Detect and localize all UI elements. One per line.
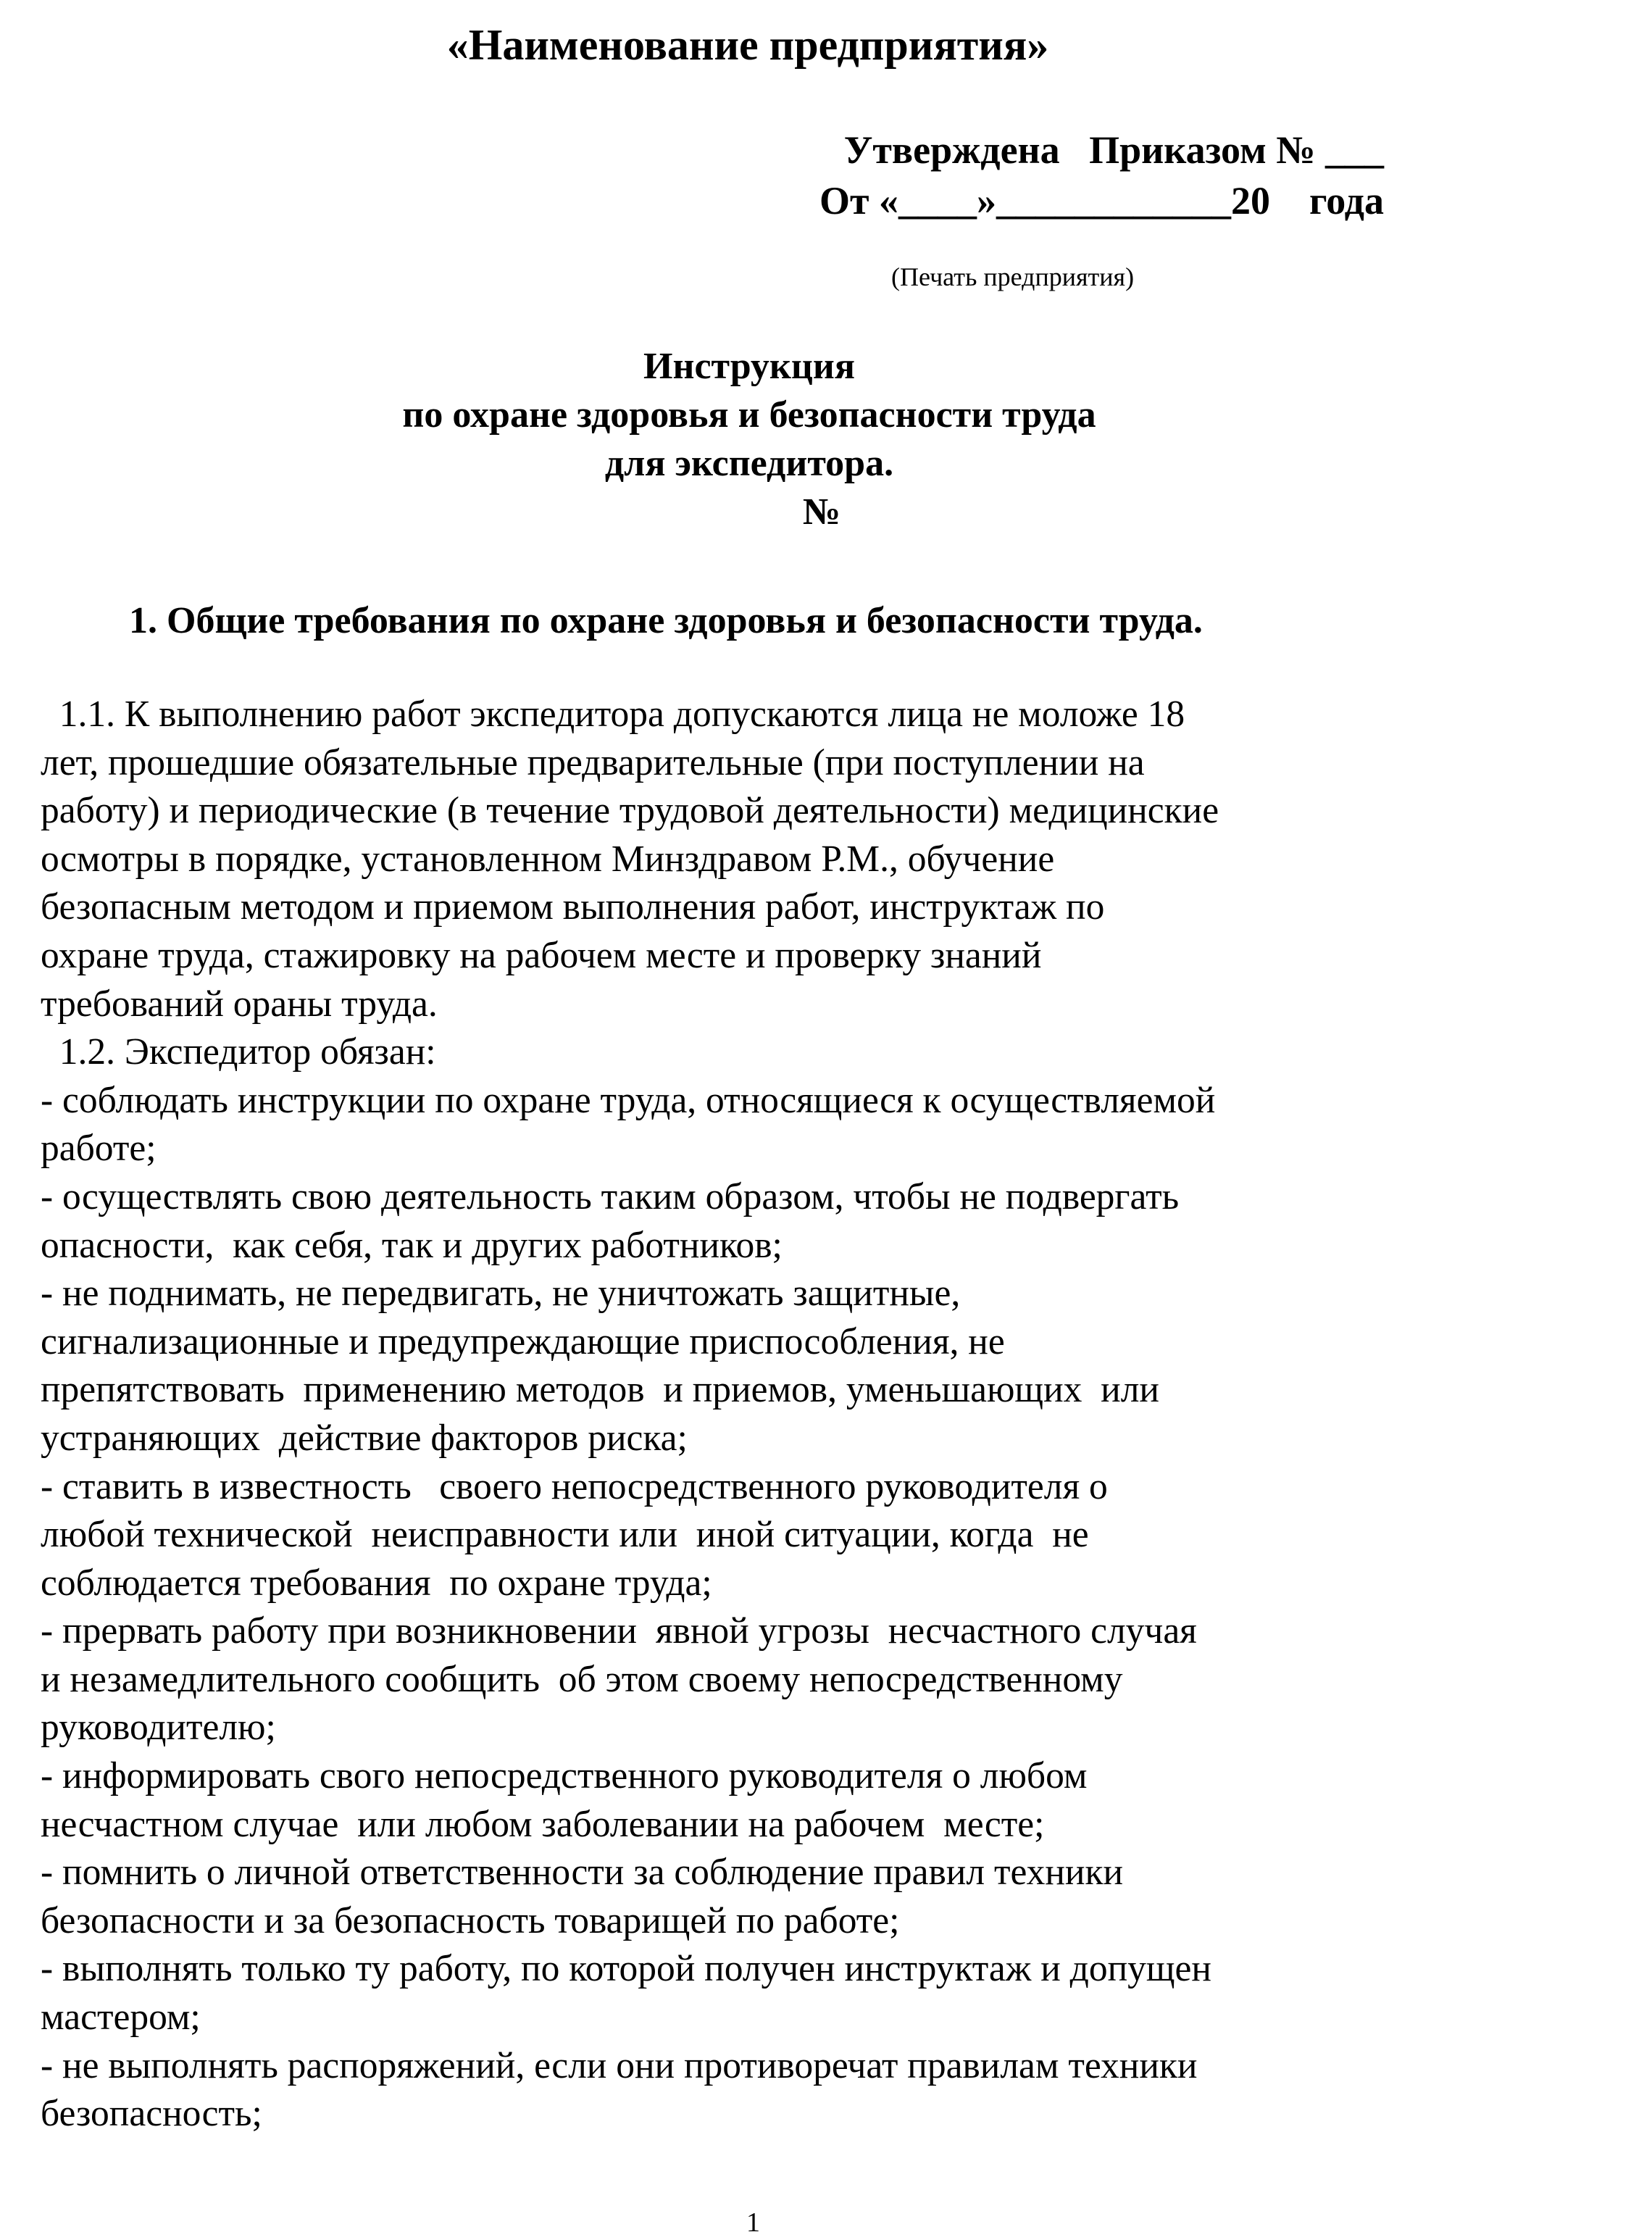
body-text-line: - выполнять только ту работу, по которой получен инструктаж и допущен [41, 1948, 1211, 1990]
body-text-line: - ставить в известность своего непосредственного руководителя о [41, 1465, 1108, 1507]
body-text-line: - не поднимать, не передвигать, не уничтожать защитные, [41, 1273, 961, 1315]
body-text-line: - не выполнять распоряжений, если они противоречат правилам техники [41, 2044, 1198, 2086]
body-text-line: требований ораны труда. [41, 983, 438, 1025]
title-line-profession: для экспедитора. [604, 443, 894, 484]
body-text-line: - осуществлять свою деятельность таким образом, чтобы не подвергать [41, 1175, 1180, 1217]
section-body [41, 691, 1417, 2139]
body-text-line: - прервать работу при возникновении явной угрозы несчастного случая [41, 1610, 1197, 1652]
title-line-subject: по охране здоровья и безопасности труда [402, 394, 1096, 436]
section-heading: 1. Общие требования по охране здоровья и безопасности труда. [129, 600, 1203, 641]
body-text-line: устраняющих действие факторов риска; [41, 1417, 688, 1459]
body-text-line: безопасности и за безопасность товарищей по работе; [41, 1899, 900, 1941]
title-line-instruction: Инструкция [643, 346, 855, 387]
body-text-line: работе; [41, 1128, 157, 1170]
body-text-line: - помнить о личной ответственности за соблюдение правил техники [41, 1852, 1124, 1894]
body-text-line: мастером; [41, 1997, 201, 2039]
body-text-line: соблюдается требования по охране труда; [41, 1562, 712, 1604]
body-text-line: опасности, как себя, так и других работников; [41, 1224, 783, 1266]
body-text-line: - информировать свого непосредственного руководителя о любом [41, 1755, 1088, 1797]
document-title [0, 342, 1498, 536]
body-text-line: работу) и периодические (в течение трудовой деятельности) медицинские [41, 790, 1219, 832]
approval-date-line: От «____»____________20 года [819, 179, 1384, 222]
body-text-line: и незамедлительного сообщить об этом своему непосредственному [41, 1658, 1123, 1700]
body-text-line: 1.2. Экспедитор обязан: [41, 1031, 436, 1073]
body-text-line: лет, прошедшие обязательные предварительные (при поступлении на [41, 741, 1145, 783]
approval-order-line: Утверждена Приказом № ___ [843, 128, 1384, 172]
body-text-line: охране труда, стажировку на рабочем месте и проверку знаний [41, 934, 1042, 976]
body-text-line: несчастном случае или любом заболевании на рабочем месте; [41, 1803, 1045, 1845]
company-seal-placeholder: (Печать предприятия) [891, 262, 1135, 291]
body-text-line: препятствовать применению методов и приемов, уменьшающих или [41, 1369, 1159, 1411]
body-text-line: 1.1. К выполнению работ экспедитора допускаются лица не моложе 18 [41, 694, 1185, 735]
approval-block [819, 125, 1384, 226]
company-name: «Наименование предприятия» [446, 21, 1049, 69]
page-number: 1 [746, 2207, 760, 2238]
body-text-line: руководителю; [41, 1707, 276, 1749]
body-text-line: осмотры в порядке, установленном Минздравом Р.М., обучение [41, 838, 1055, 880]
body-text-line: безопасным методом и приемом выполнения работ, инструктаж по [41, 886, 1105, 928]
title-line-number: № [802, 491, 841, 533]
body-text-line: безопасность; [41, 2093, 262, 2135]
body-text-line: любой технической неисправности или иной ситуации, когда не [41, 1514, 1089, 1556]
body-text-line: - соблюдать инструкции по охране труда, относящиеся к осуществляемой [41, 1079, 1216, 1121]
body-text-line: сигнализационные и предупреждающие приспособления, не [41, 1320, 1005, 1362]
